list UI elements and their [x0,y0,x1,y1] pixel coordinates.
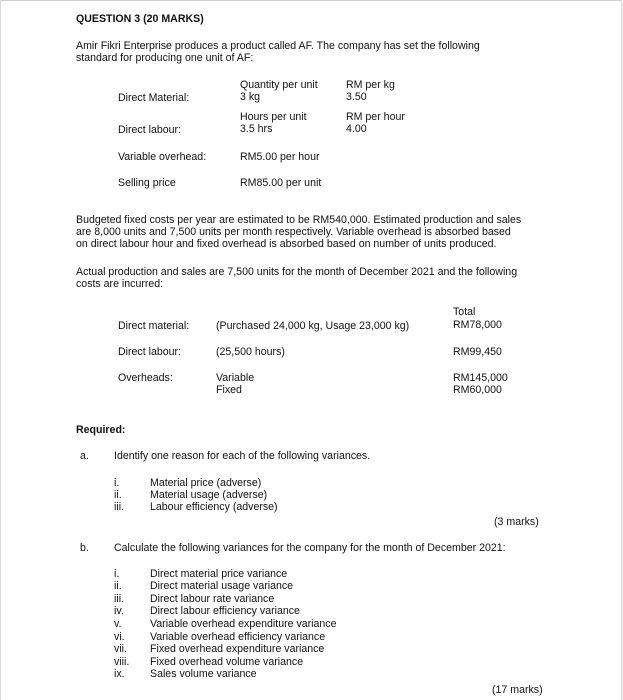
part-b-item-text: Variable overhead expenditure variance [150,618,337,630]
part-a-marks: (3 marks) [494,516,539,528]
part-b-item-text: Direct material price variance [150,568,288,580]
actual-direct-material-detail: (Purchased 24,000 kg, Usage 23,000 kg) [216,320,410,332]
part-b-item-text: Sales volume variance [150,668,257,680]
part-a-text: Identify one reason for each of the following variances. [114,450,371,462]
part-b-item-text: Direct material usage variance [150,580,294,592]
std-direct-material-label: Direct Material: [118,92,190,104]
part-b-item-text: Fixed overhead volume variance [150,656,304,668]
std-selling-price-value: RM85.00 per unit [240,177,322,189]
std-direct-labour-label: Direct labour: [118,124,181,136]
actual-variable-total: RM145,000 [453,372,508,384]
std-variable-overhead-value: RM5.00 per hour [240,151,320,163]
part-b-item-num: vi. [114,631,125,643]
part-a-item-text: Labour efficiency (adverse) [150,501,278,513]
part-b-item-num: ii. [114,580,122,592]
actual-fixed-total: RM60,000 [453,384,502,396]
intro-line-1: Amir Fikri Enterprise produces a product called AF. The company has set the following [76,40,480,52]
part-a-item-num: iii. [114,501,125,513]
actual-total-head: Total [453,306,476,318]
actual-direct-labour-total: RM99,450 [453,346,502,358]
part-b-item-num: iv. [114,605,124,617]
actual-direct-labour-label: Direct labour: [118,346,181,358]
part-b-item-text: Variable overhead efficiency variance [150,631,326,643]
part-b-item-num: i. [114,568,120,580]
budget-line-2: are 8,000 units and 7,500 units per month respectively. Variable overhead is absorbed based [76,226,511,238]
part-a-item-num: i. [114,477,120,489]
intro-line-2: standard for producing one unit of AF: [76,52,254,64]
part-a-item-text: Material usage (adverse) [150,489,268,501]
std-hours-value: 3.5 hrs [240,123,273,135]
std-rmkg-head: RM per kg [346,79,395,91]
part-b-item-num: v. [114,618,122,630]
part-b-item-num: vii. [114,643,127,655]
actual-direct-labour-detail: (25,500 hours) [216,346,285,358]
actual-variable-label: Variable [216,372,255,384]
part-b-item-text: Direct labour rate variance [150,593,275,605]
part-a-item-num: ii. [114,489,122,501]
budget-line-1: Budgeted fixed costs per year are estimated to be RM540,000. Estimated production and sales [76,214,522,226]
part-b-item-num: ix. [114,668,125,680]
actual-fixed-label: Fixed [216,384,242,396]
part-b-text: Calculate the following variances for the company for the month of December 2021: [114,542,506,554]
std-qty-head: Quantity per unit [240,79,318,91]
std-rmhr-head: RM per hour [346,111,405,123]
question-title: QUESTION 3 (20 MARKS) [76,13,204,25]
std-selling-price-label: Selling price [118,177,176,189]
part-a-letter: a. [80,450,89,462]
budget-line-3: on direct labour hour and fixed overhead is absorbed based on number of units produced. [76,238,497,250]
part-b-item-text: Direct labour efficiency variance [150,605,300,617]
actual-line-2: costs are incurred: [76,278,164,290]
part-a-item-text: Material price (adverse) [150,477,262,489]
actual-direct-material-total: RM78,000 [453,319,502,331]
part-b-marks: (17 marks) [492,684,543,696]
std-hours-head: Hours per unit [240,111,307,123]
std-qty-value: 3 kg [240,91,261,103]
std-rmkg-value: 3.50 [346,91,367,103]
part-b-item-num: iii. [114,593,125,605]
actual-line-1: Actual production and sales are 7,500 units for the month of December 2021 and the following [76,266,518,278]
actual-direct-material-label: Direct material: [118,320,190,332]
part-b-item-num: viii. [114,656,130,668]
required-heading: Required: [76,424,126,436]
part-b-item-text: Fixed overhead expenditure variance [150,643,325,655]
std-rmhr-value: 4.00 [346,123,367,135]
actual-overheads-label: Overheads: [118,372,173,384]
std-variable-overhead-label: Variable overhead: [118,151,207,163]
part-b-letter: b. [80,542,89,554]
